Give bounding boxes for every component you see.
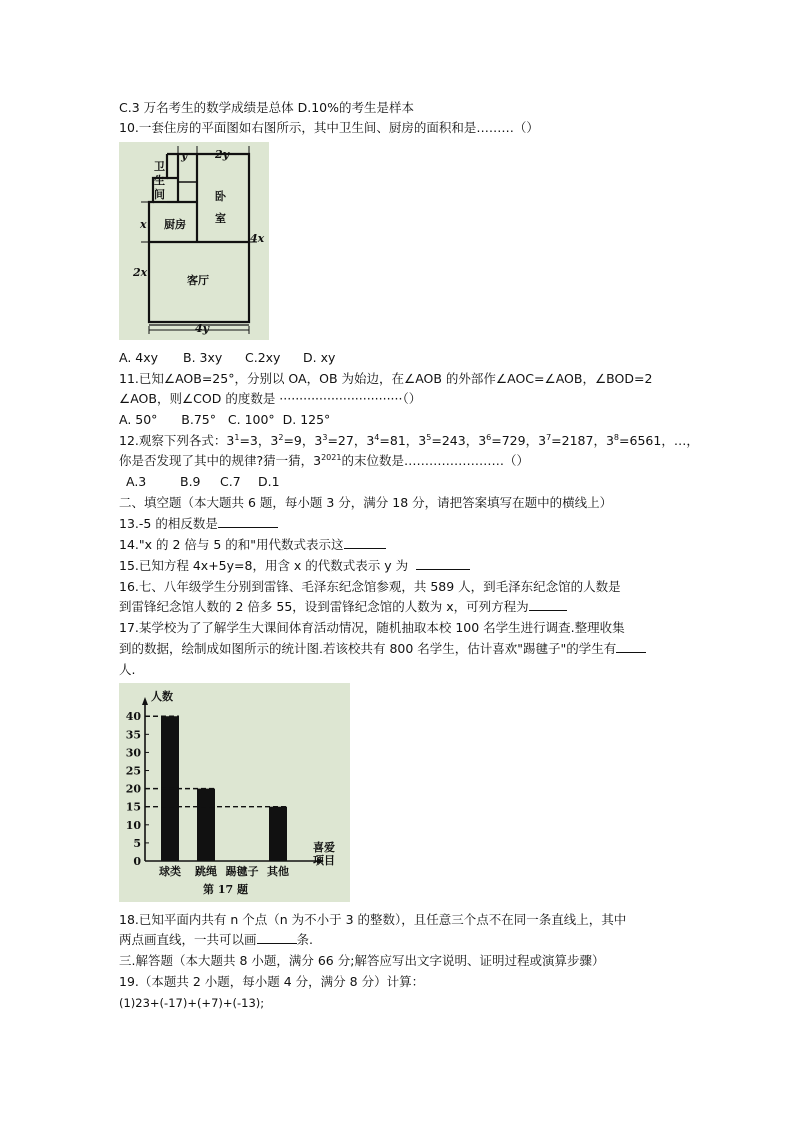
chart-y-tick-label-30: 30 (125, 746, 141, 760)
q14-line (119, 536, 386, 554)
section-2-header: 二、填空题（本大题共 6 题，每小题 3 分，满分 18 分，请把答案填写在题中的横线上） (119, 495, 613, 510)
bar-chart-svg (119, 683, 350, 902)
floor-plan-label-2x: 2x (133, 266, 148, 279)
floor-plan-label-2y: 2y (215, 148, 230, 161)
floor-plan-bedroom-char-2: 室 (215, 212, 226, 225)
floor-plan-label-4x: 4x (250, 232, 265, 245)
q19-stem: 19.（本题共 2 小题，每小题 4 分，满分 8 分）计算： (119, 974, 425, 989)
q12-power-4: $3^4=81$ (366, 433, 406, 448)
chart-x-axis-title-line1: 喜爱 (313, 841, 335, 854)
floor-plan-living-label: 客厅 (187, 274, 209, 287)
q12-option-c[interactable]: C.7 (220, 474, 241, 489)
q11-options: A. 50° B.75° C. 100° D. 125° (119, 412, 331, 427)
q17-line-1: 17.某学校为了了解学生大课间体育活动情况，随机抽取本校 100 名学生进行调查.整理收集 (119, 620, 625, 635)
chart-y-tick-label-25: 25 (125, 764, 141, 778)
floor-plan-label-y: y (181, 149, 188, 162)
chart-x-axis-title-line2: 项目 (313, 854, 335, 867)
q12-power-3: $3^3=27$ (314, 433, 354, 448)
chart-y-tick-label-15: 15 (125, 800, 141, 814)
chart-caption: 第 17 题 (203, 883, 248, 896)
q12-option-a[interactable]: A.3 (126, 474, 147, 489)
floor-plan-figure (119, 142, 269, 340)
chart-x-tick-label-4: 其他 (267, 865, 289, 878)
chart-y-tick-label-35: 35 (125, 728, 141, 742)
chart-y-axis-title: 人数 (151, 690, 173, 703)
q12-powers-list: $3^1=3$，$3^2=9$，$3^3=27$，$3^4=81$，$3^5=243$，$3^6=729$，$3^7=2187$，$3^8=6561$ (226, 433, 662, 448)
chart-y-tick-label-10: 10 (125, 818, 141, 832)
q12-options (126, 473, 280, 491)
q10-option-a[interactable]: A. 4xy (119, 350, 159, 365)
chart-x-tick-label-2: 跳绳 (195, 865, 217, 878)
q12-stem-lead: 12.观察下列各式： (119, 433, 227, 448)
q12-line-1 (119, 432, 699, 450)
floor-plan-bathroom-char-3: 间 (154, 188, 165, 201)
chart-x-tick-label-1: 球类 (159, 865, 181, 878)
chart-y-tick-label-40: 40 (125, 710, 141, 724)
q12-option-b[interactable]: B.9 (180, 474, 201, 489)
q18-answer-blank[interactable] (257, 931, 297, 944)
floor-plan-label-4y: 4y (195, 322, 210, 335)
chart-bar-4 (269, 807, 287, 861)
q13-stem: 13.-5 的相反数是 (119, 516, 218, 531)
q11-line-1: 11.已知∠AOB=25°，分别以 OA，OB 为始边，在∠AOB 的外部作∠AOC=∠AOB，∠BOD=2 (119, 371, 653, 386)
q11-line-2: ∠AOB，则∠COD 的度数是 ·······························（） (119, 391, 422, 406)
q18-line-1: 18.已知平面内共有 n 个点（n 为不小于 3 的整数），且任意三个点不在同一条直线上，其中 (119, 912, 627, 927)
q18-stem-mid: 两点画直线，一共可以画 (119, 932, 257, 947)
q15-line (119, 557, 470, 575)
q18-stem-end: 条. (296, 932, 313, 947)
q14-answer-blank[interactable] (344, 536, 386, 549)
q19-part-1: (1)23+(-17)+(+7)+(-13); (119, 996, 265, 1010)
floor-plan-bathroom-char-2: 生 (154, 174, 165, 187)
q10-option-d[interactable]: D. xy (303, 350, 336, 365)
q17-stem-mid: 到的数据，绘制成如图所示的统计图.若该校共有 800 名学生，估计喜欢"踢毽子"的学生有 (119, 641, 617, 656)
q17-line-3: 人. (119, 662, 136, 677)
floor-plan-bedroom-char-1: 卧 (215, 190, 226, 203)
q16-line-1: 16.七、八年级学生分别到雷锋、毛泽东纪念馆参观，共 589 人，到毛泽东纪念馆的人数是 (119, 579, 621, 594)
q17-bar-chart (119, 683, 350, 902)
q12-power-7: $3^7=2187$ (538, 433, 594, 448)
q18-line-2 (119, 931, 313, 949)
q13-answer-blank[interactable] (218, 515, 278, 528)
q15-stem: 15.已知方程 4x+5y=8，用含 x 的代数式表示 y 为 (119, 558, 409, 573)
q9-options-line: C.3 万名考生的数学成绩是总体 D.10%的考生是样本 (119, 100, 414, 115)
chart-x-tick-label-3: 踢毽子 (225, 865, 259, 878)
q12-power-5: $3^5=243$ (418, 433, 466, 448)
q14-stem: 14."x 的 2 倍与 5 的和"用代数式表示这 (119, 537, 344, 552)
floor-plan-bathroom-char-1: 卫 (154, 160, 165, 173)
q12-option-d[interactable]: D.1 (258, 474, 280, 489)
q13-line (119, 515, 278, 533)
floor-plan-kitchen-label: 厨房 (164, 218, 186, 231)
q10-stem: 10.一套住房的平面图如右图所示，其中卫生间、厨房的面积和是………（） (119, 120, 539, 135)
q12-line2-lead: 你是否发现了其中的规律?猜一猜，3 (119, 453, 322, 468)
q12-line-2 (119, 452, 529, 470)
floor-plan-label-x: x (140, 218, 147, 231)
chart-bar-2 (197, 789, 215, 861)
q17-line-2 (119, 640, 646, 658)
q16-stem-end: 到雷锋纪念馆人数的 2 倍多 55，设到雷锋纪念馆的人数为 x，可列方程为 (119, 599, 529, 614)
chart-y-tick-label-20: 20 (125, 782, 141, 796)
chart-y-tick-label-5: 5 (133, 836, 141, 850)
q12-stem-tail: ，…， (661, 433, 699, 448)
q16-line-2 (119, 598, 567, 616)
q10-option-b[interactable]: B. 3xy (183, 350, 223, 365)
q10-option-c[interactable]: C.2xy (245, 350, 281, 365)
q12-power-1: $3^1=3$ (226, 433, 258, 448)
q10-options (119, 349, 335, 367)
q17-answer-blank[interactable] (616, 640, 646, 653)
q12-exponent: 2021 (321, 453, 342, 462)
q12-power-6: $3^6=729$ (478, 433, 526, 448)
floor-plan-svg (119, 142, 269, 340)
q12-power-8: $3^8=6561$ (605, 433, 662, 448)
q12-power-2: $3^2=9$ (270, 433, 302, 448)
q12-line2-tail: 的末位数是……………………（） (341, 453, 529, 468)
q16-answer-blank[interactable] (529, 598, 567, 611)
q15-answer-blank[interactable] (416, 557, 470, 570)
section-3-header: 三.解答题（本大题共 8 小题，满分 66 分;解答应写出文字说明、证明过程或演算步骤） (119, 953, 605, 968)
chart-y-tick-label-0: 0 (133, 855, 141, 868)
